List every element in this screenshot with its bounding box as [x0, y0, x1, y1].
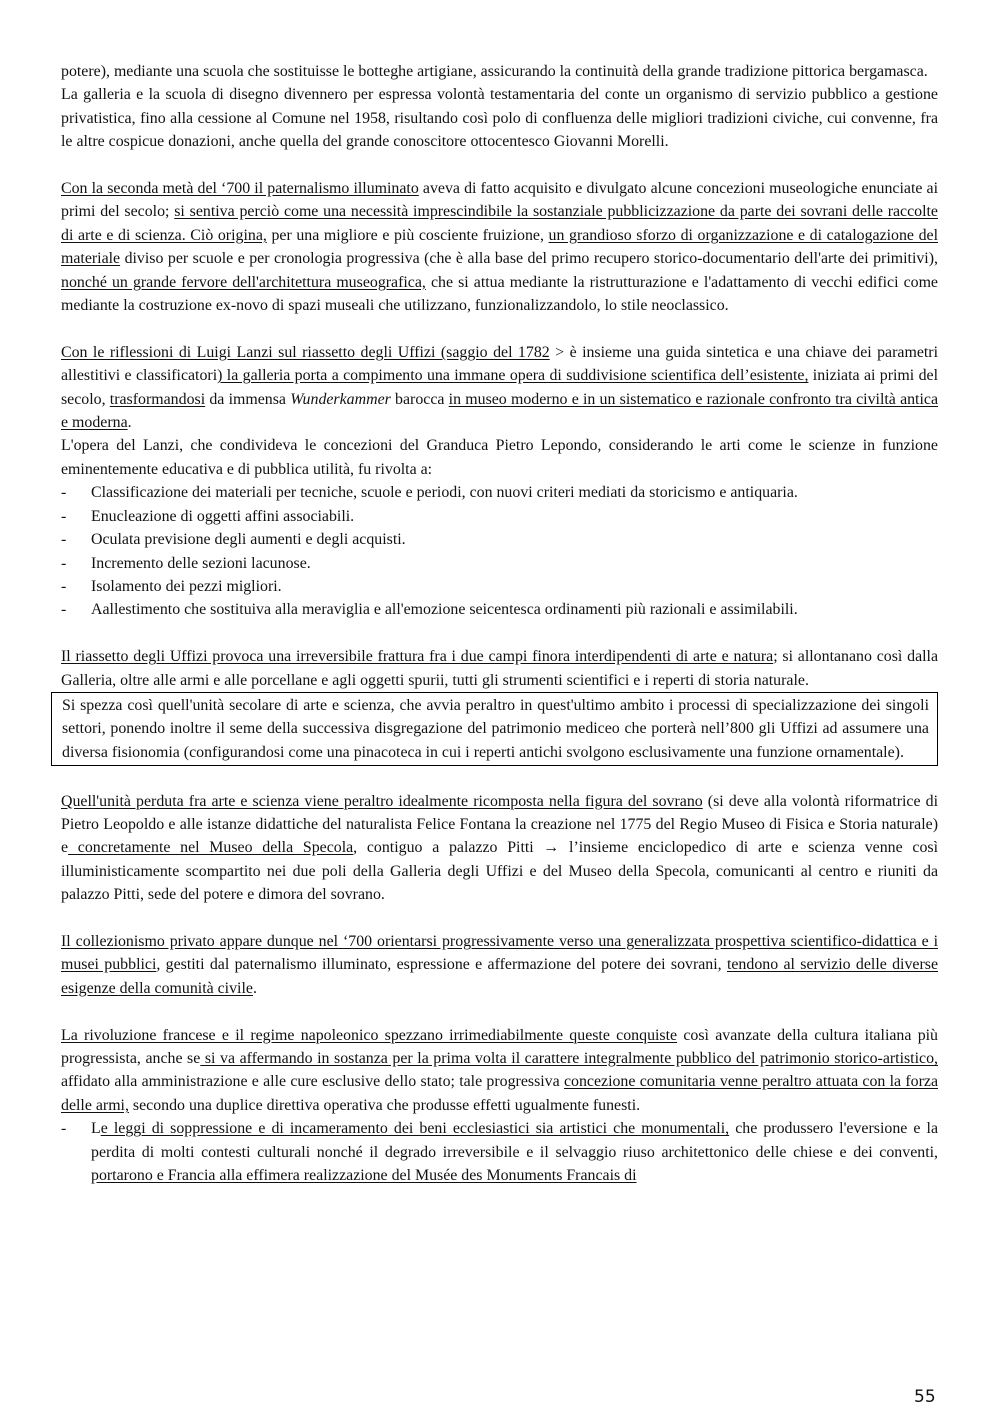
- list-item: [61, 552, 938, 575]
- text: per una migliore e più cosciente fruizione,: [266, 226, 549, 244]
- list-item-text: Classificazione dei materiali per tecniche, scuole e periodi, con nuovi criteri mediati da storicismo e antiquaria.: [91, 484, 798, 502]
- underlined-text: concretamente nel Museo della Specola: [68, 839, 354, 857]
- text: iniziata ai primi del secolo,: [61, 367, 938, 408]
- text: così avanzate della cultura italiana più progressista, anche se: [61, 1026, 939, 1067]
- text: L: [91, 1120, 101, 1138]
- paragraph-rivoluzione: [61, 1024, 938, 1118]
- paragraph-intro-end: potere), mediante una scuola che sostituisse le botteghe artigiane, assicurando la continuità della grande tradizione pittorica bergamasca.: [61, 63, 928, 80]
- text: , gestiti dal paternalismo illuminato, espressione e affermazione del potere dei sovrani,: [156, 956, 727, 974]
- paragraph-paternalismo: [61, 177, 938, 317]
- text: da immensa: [205, 390, 291, 408]
- list-item: [61, 505, 938, 528]
- text: che produssero l'eversione e la perdita di molti contesti culturali nonché il degrado irreversibile e il selvaggio riuso architettonico delle chiese e dei conventi,: [91, 1120, 938, 1161]
- dash-bullet: -: [61, 507, 67, 525]
- text: ; si allontanano così dalla Galleria, oltre alle armi e alle porcellane e agli oggetti spurii, tutti gli strumenti scientifici e i reperti di storia naturale.: [61, 648, 938, 689]
- underlined-text: La rivoluzione francese e il regime napoleonico spezzano irrimediabilmente queste conquiste: [61, 1026, 678, 1044]
- underlined-text: tendono al servizio delle diverse esigenze della comunità civile: [61, 956, 938, 997]
- underlined-text: Il riassetto degli Uffizi provoca una irreversibile frattura fra i due campi finora interdipendenti di arte e natura: [61, 648, 774, 666]
- underlined-text: Il collezionismo privato appare dunque nel ‘700 orientarsi progressivamente verso una generalizzata prospettiva scientifico-didattica e i musei pubblici: [61, 932, 938, 974]
- text: diviso per scuole e per cronologia progressiva (che è alla base del primo recupero storico-documentario dell'arte dei primitivi),: [120, 250, 938, 268]
- dash-bullet: -: [61, 554, 67, 572]
- underlined-text: in museo moderno e in un sistematico e razionale confronto tra civiltà antica e moderna: [61, 390, 938, 432]
- text: aveva di fatto acquisito e divulgato alcune concezioni museologiche enunciate ai primi del secolo;: [61, 180, 938, 221]
- underlined-text: un grandioso sforzo di organizzazione e di catalogazione del materiale: [61, 226, 939, 268]
- document-body: [61, 60, 938, 1187]
- underlined-text: trasformandosi: [109, 390, 206, 408]
- list-item: [61, 598, 938, 621]
- underlined-text: Con la seconda metà del ‘700 il paternalismo illuminato: [61, 180, 419, 198]
- list-item: [61, 528, 938, 551]
- dash-bullet: -: [61, 1120, 67, 1138]
- text: , contiguo a palazzo Pitti → l’insieme enciclopedico di arte e scienza venne così illuministicamente scompartito nei due poli della Galleria degli Uffizi e del Museo della Specola, comunicanti al centro e riuniti da palazzo Pitti, sede del potere e dimora del sovrano.: [61, 839, 938, 904]
- text: (si deve alla volontà riformatrice di Pietro Leopoldo e alle istanze didattiche del naturalista Felice Fontana la creazione nel 1775 del Regio Museo di Fisica e Storia naturale) e: [61, 792, 938, 857]
- underlined-text: concezione comunitaria venne peraltro attuata con la forza delle armi,: [61, 1073, 938, 1114]
- list-item: [61, 481, 938, 504]
- list-item: [61, 1117, 938, 1187]
- underlined-text: nonché un grande fervore dell'architettura museografica,: [61, 273, 426, 291]
- text: che si attua mediante la ristrutturazione e l'adattamento di vecchi edifici come mediante la costruzione ex-novo di spazi museali che utilizzano, funzionalizzandolo, lo stile neoclassico.: [61, 273, 938, 315]
- paragraph-opera-lanzi: L'opera del Lanzi, che condivideva le concezioni del Granduca Pietro Lepondo, considerando le arti come le scienze in funzione eminentemente educativa e di pubblica utilità, fu rivolta a:: [61, 437, 938, 478]
- dash-bullet: -: [61, 577, 67, 595]
- text: > è insieme una guida sintetica e una chiave dei parametri allestitivi e classificatori: [61, 343, 938, 385]
- list-item-text: Oculata previsione degli aumenti e degli acquisti.: [91, 531, 406, 549]
- boxed-note: Si spezza così quell'unità secolare di arte e scienza, che avvia peraltro in quest'ultimo ambito i processi di specializzazione dei singoli settori, ponendo inoltre il seme della successiva disgregazione del patrimonio mediceo che porterà nell’800 gli Uffizi ad assumere una diversa fisionomia (configurandosi come una pinacoteca in cui i reperti antichi svolgono esclusivamente una funzione ornamentale).: [51, 692, 938, 766]
- paragraph-lanzi: [61, 341, 938, 435]
- dash-bullet: -: [61, 601, 67, 619]
- list-item-text: Isolamento dei pezzi migliori.: [91, 577, 282, 595]
- text: barocca: [390, 390, 449, 408]
- dash-bullet: -: [61, 484, 67, 502]
- list-item-text: Enucleazione di oggetti affini associabili.: [91, 507, 355, 525]
- dash-bullet: -: [61, 531, 67, 549]
- criteria-list: [61, 481, 938, 621]
- underlined-text: e leggi di soppressione e di incameramento dei beni ecclesiastici sia artistici che monumentali,: [100, 1120, 730, 1138]
- paragraph-specola: [61, 790, 938, 907]
- consequences-list: [61, 1117, 938, 1187]
- underlined-text: Con le riflessioni di Luigi Lanzi sul riassetto degli Uffizi (saggio del 1782: [61, 343, 550, 361]
- underlined-text: portarono e Francia alla effimera realizzazione del Musée des Monuments Francais di: [91, 1167, 637, 1184]
- text: secondo una duplice direttiva operativa che produsse effetti ugualmente funesti.: [128, 1096, 641, 1114]
- paragraph-collezionismo: [61, 930, 938, 1000]
- page-number: 55: [914, 1387, 936, 1407]
- list-item-text: Aallestimento che sostituiva alla meraviglia e all'emozione seicentesca ordinamenti più razionali e assimilabili.: [91, 601, 798, 619]
- text: affidato alla amministrazione e alle cure esclusive dello stato; tale progressiva: [61, 1073, 564, 1091]
- italic-text: Wunderkammer: [290, 390, 391, 408]
- list-item: [61, 575, 938, 598]
- underlined-text: Quell'unità perduta fra arte e scienza viene peraltro idealmente ricomposta nella figura del sovrano: [61, 792, 703, 810]
- list-item-text: Incremento delle sezioni lacunose.: [91, 554, 311, 572]
- underlined-text: ) la galleria porta a compimento una immane opera di suddivisione scientifica dell’esistente,: [217, 367, 809, 385]
- text: .: [127, 414, 132, 432]
- underlined-text: si va affermando in sostanza per la prima volta il carattere integralmente pubblico del patrimonio storico-artistico,: [200, 1049, 938, 1067]
- underlined-text: si sentiva perciò come una necessità imprescindibile la sostanziale pubblicizzazione da parte dei sovrani delle raccolte di arte e di scienza. Ciò origina,: [61, 203, 938, 244]
- paragraph-galleria: La galleria e la scuola di disegno divennero per espressa volontà testamentaria del conte un organismo di servizio pubblico a gestione privatistica, fino alla cessione al Comune nel 1958, risultando così polo di confluenza delle migliori tradizioni civiche, cui convenne, fra le altre cospicue donazioni, anche quella del grande conoscitore ottocentesco Giovanni Morelli.: [61, 86, 938, 151]
- text: .: [252, 979, 257, 997]
- paragraph-riassetto: [61, 645, 938, 692]
